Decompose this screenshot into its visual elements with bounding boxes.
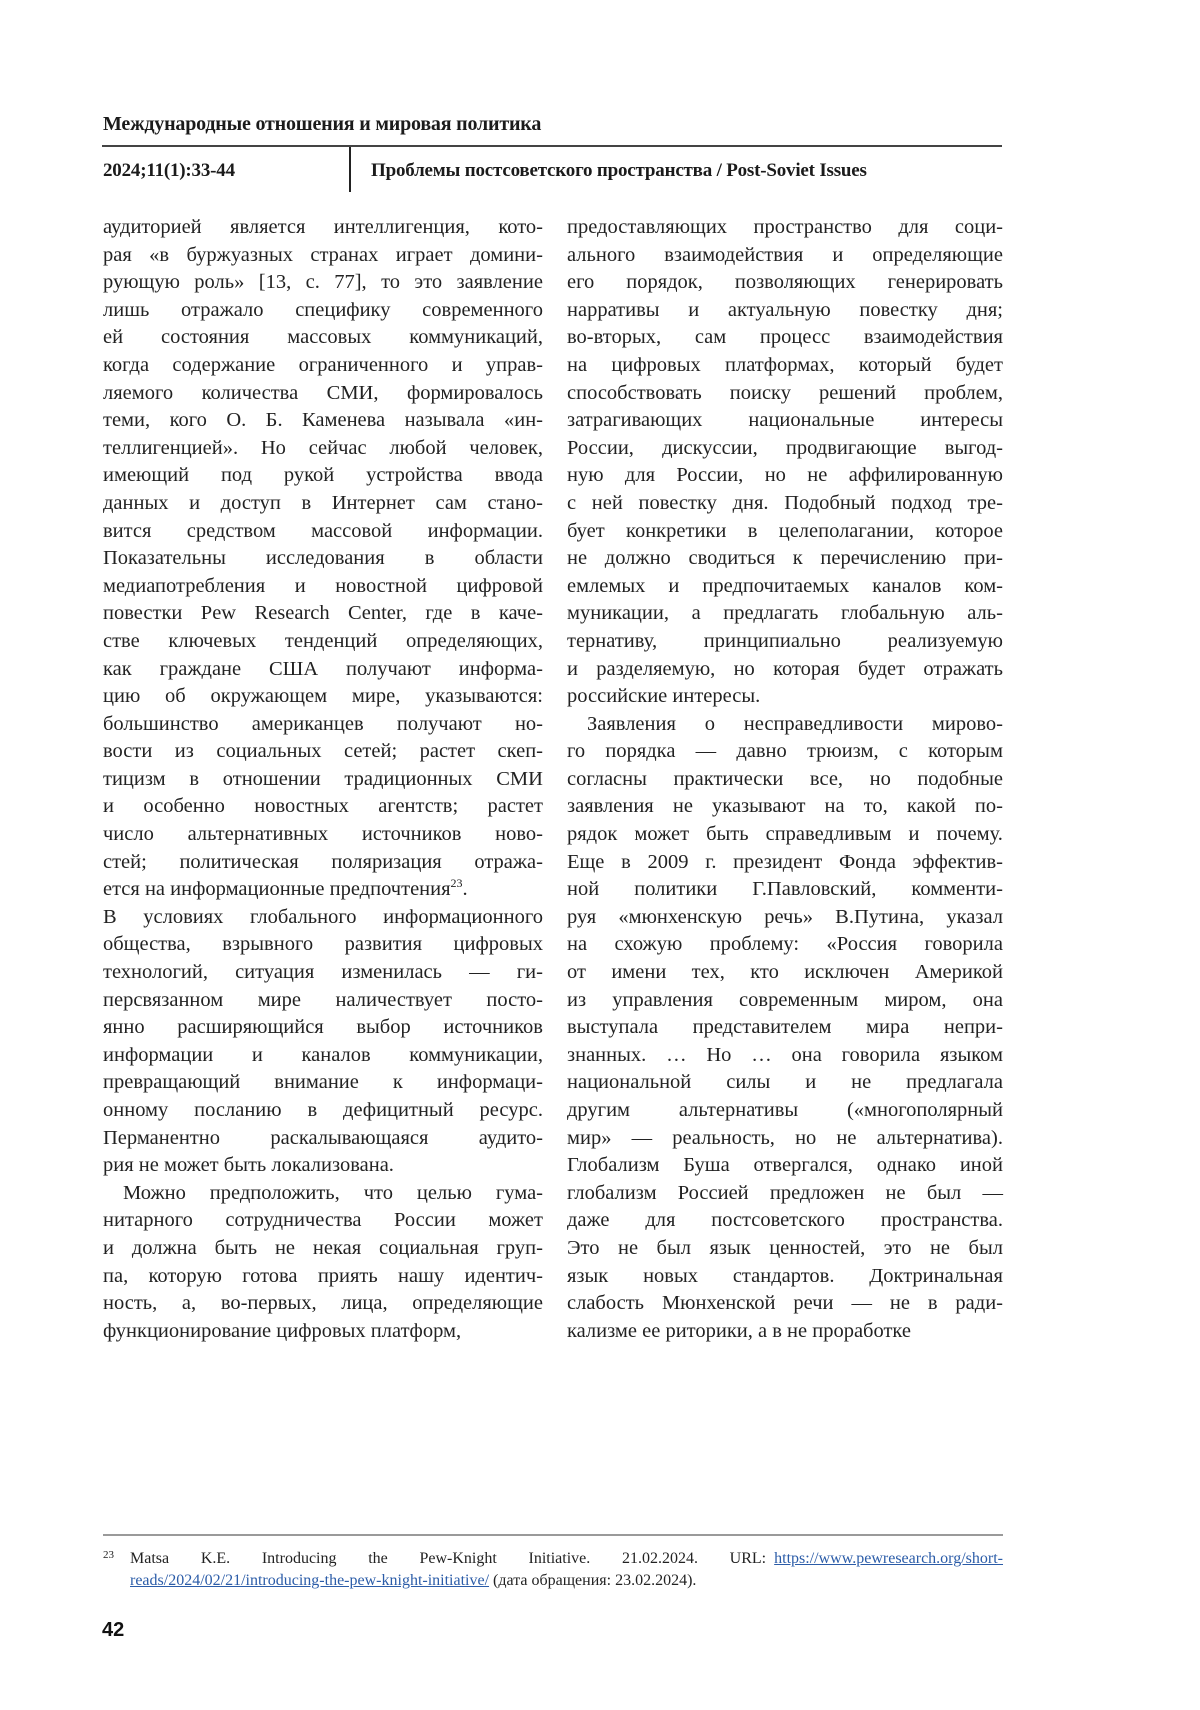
text-line <box>567 766 1003 794</box>
text-line <box>103 352 543 380</box>
text-line-content: слабость Мюнхенской речи — не в ради- <box>567 1292 1003 1315</box>
text-line <box>103 1069 543 1097</box>
text-line <box>103 407 543 435</box>
text-line-content: информации и каналов коммуникации, <box>103 1043 543 1066</box>
text-line <box>567 1014 1003 1042</box>
text-line <box>103 435 543 463</box>
text-line <box>567 849 1003 877</box>
text-line-content: аудиторией является интеллигенция, кото- <box>103 216 543 238</box>
text-line <box>103 600 543 628</box>
text-line-content: нитарного сотрудничества России может <box>103 1209 543 1232</box>
text-line-content: России, дискуссии, продвигающие выгод- <box>567 436 1003 459</box>
footnote-number: 23 <box>103 1549 114 1561</box>
text-line-content: число альтернативных источников ново- <box>103 823 543 846</box>
text-line <box>103 297 543 325</box>
text-line-content: янно расширяющийся выбор источников <box>103 1016 543 1039</box>
text-line <box>103 931 543 959</box>
text-line <box>567 876 1003 904</box>
text-line <box>103 1318 543 1346</box>
text-line <box>567 683 1003 711</box>
text-line <box>103 987 543 1015</box>
text-line <box>567 435 1003 463</box>
text-line <box>567 297 1003 325</box>
text-line <box>103 738 543 766</box>
text-line <box>567 242 1003 270</box>
footnote-body <box>130 1548 1003 1592</box>
text-line-content: другим альтернативы («многополярный <box>567 1099 1003 1121</box>
text-line-content: лишь отражало специфику современного <box>103 298 543 321</box>
text-line <box>103 1207 543 1235</box>
text-line <box>567 1152 1003 1180</box>
text-line-content: медиапотребления и новостной цифровой <box>103 574 543 597</box>
text-line <box>567 821 1003 849</box>
text-line <box>567 738 1003 766</box>
text-line-content: не должно сводиться к перечислению при- <box>567 547 1003 570</box>
text-line-content: повестки Pew Research Center, где в каче- <box>103 602 543 625</box>
text-line <box>103 214 543 242</box>
section-name: Проблемы постсоветского пространства / Post-Soviet Issues <box>371 160 867 181</box>
text-line <box>567 214 1003 242</box>
text-line-content: тицизм в отношении традиционных СМИ <box>103 767 543 790</box>
text-line <box>103 904 543 932</box>
text-line-content: ляемого количества СМИ, формировалось <box>103 381 543 404</box>
text-line-content: персвязанном мире наличествует посто- <box>103 988 543 1011</box>
text-line <box>103 242 543 270</box>
text-line-content: во-вторых, сам процесс взаимодействия <box>567 326 1003 349</box>
text-line-content: кализме ее риторики, а в не проработке <box>567 1319 911 1342</box>
text-line-content: российские интересы. <box>567 685 761 708</box>
text-line-content: и особенно новостных агентств; растет <box>103 795 543 818</box>
text-line <box>567 1318 1003 1346</box>
text-line <box>567 518 1003 546</box>
text-line-content: Глобализм Буша отвергался, однако иной <box>567 1154 1003 1177</box>
text-line-content: Показательны исследования в области <box>103 547 543 570</box>
text-line <box>567 1263 1003 1291</box>
text-line-content: рядок может быть справедливым и почему. <box>567 823 1003 846</box>
text-line-content: и разделяемую, но которая будет отражать <box>567 657 1003 680</box>
text-line-content: согласны практически все, но подобные <box>567 767 1003 790</box>
text-line <box>567 490 1003 518</box>
text-line-content: выступала представителем мира непри- <box>567 1016 1003 1039</box>
text-line-content: данных и доступ в Интернет сам стано- <box>103 491 543 514</box>
text-line <box>567 959 1003 987</box>
text-line-content: знанных. … Но … она говорила языком <box>567 1043 1003 1066</box>
text-line-content: большинство американцев получают но- <box>103 712 543 735</box>
text-line <box>103 821 543 849</box>
text-line <box>567 269 1003 297</box>
text-line <box>103 1263 543 1291</box>
text-line-content: и должна быть не некая социальная груп- <box>103 1236 543 1259</box>
text-line <box>103 1180 543 1208</box>
text-line <box>567 628 1003 656</box>
text-line <box>103 462 543 490</box>
text-line-content: от имени тех, кто исключен Америкой <box>567 961 1003 984</box>
footnote-line <box>130 1548 1003 1570</box>
text-line <box>103 628 543 656</box>
text-line <box>103 1152 543 1180</box>
text-line <box>103 380 543 408</box>
text-line-content: глобализм Россией предложен не был — <box>567 1181 1003 1204</box>
text-line-content: рия не может быть локализована. <box>103 1154 394 1177</box>
text-line <box>103 683 543 711</box>
text-line-content: даже для постсоветского пространства. <box>567 1209 1003 1232</box>
text-line-content: теми, кого О. Б. Каменева называла «ин- <box>103 409 543 432</box>
text-line <box>103 793 543 821</box>
text-line-content: ную для России, но не аффилированную <box>567 464 1003 487</box>
text-line-content: как граждане США получают информа- <box>103 657 543 680</box>
footnote-rule <box>103 1534 1003 1536</box>
text-line <box>103 269 543 297</box>
text-line-content: нарративы и актуальную повестку дня; <box>567 298 1003 321</box>
text-line <box>567 407 1003 435</box>
text-line <box>103 573 543 601</box>
text-line <box>567 600 1003 628</box>
footnote-line <box>130 1570 1003 1592</box>
right-column <box>567 214 1003 1345</box>
text-line <box>567 462 1003 490</box>
text-line-content: теллигенцией». Но сейчас любой человек, <box>103 436 543 459</box>
text-line <box>103 1235 543 1263</box>
text-line-content: В условиях глобального информационного <box>103 905 543 928</box>
page-number: 42 <box>102 1619 125 1641</box>
text-line-content: способствовать поиску решений проблем, <box>567 381 1003 404</box>
text-line-content: заявления не указывают на то, какой по- <box>567 795 1003 818</box>
text-line <box>103 876 543 904</box>
text-line-content: ность, а, во-первых, лица, определяющие <box>103 1292 543 1315</box>
text-line <box>567 656 1003 684</box>
text-line-content: язык новых стандартов. Доктринальная <box>567 1264 1003 1287</box>
issue-code: 2024;11(1):33-44 <box>103 160 235 181</box>
text-line-content: затрагивающих национальные интересы <box>567 409 1003 432</box>
left-column <box>103 214 543 1345</box>
text-line <box>103 1290 543 1318</box>
text-line-content: технологий, ситуация изменилась — ги- <box>103 961 543 984</box>
text-line <box>103 1042 543 1070</box>
text-line <box>567 324 1003 352</box>
text-line <box>567 380 1003 408</box>
text-line-content: муникации, а предлагать глобальную аль- <box>567 602 1003 625</box>
text-line <box>103 849 543 877</box>
footnote-url-link[interactable]: https://www.pewresearch.org/short- <box>774 1550 1003 1567</box>
text-line-content: когда содержание ограниченного и управ- <box>103 353 543 376</box>
text-line <box>567 987 1003 1015</box>
text-line <box>567 793 1003 821</box>
text-line <box>103 656 543 684</box>
text-line <box>567 931 1003 959</box>
text-line-content: общества, взрывного развития цифровых <box>103 933 543 956</box>
text-line <box>567 1290 1003 1318</box>
text-line <box>103 766 543 794</box>
text-line <box>567 1097 1003 1125</box>
text-line-content: из управления современным миром, она <box>567 988 1003 1011</box>
text-line <box>567 1125 1003 1153</box>
text-line <box>567 1042 1003 1070</box>
text-line <box>103 711 543 739</box>
text-line <box>103 1097 543 1125</box>
text-line <box>103 518 543 546</box>
text-line-content: руя «мюнхенскую речь» В.Путина, указал <box>567 905 1003 928</box>
text-line <box>567 573 1003 601</box>
text-line <box>567 545 1003 573</box>
text-line-content: ется на информационные предпочтения <box>103 878 451 901</box>
header-rule <box>102 145 1002 147</box>
text-line <box>567 904 1003 932</box>
text-line-content: превращающий внимание к информаци- <box>103 1071 543 1094</box>
text-line-content: имеющий под рукой устройства ввода <box>103 464 543 487</box>
footnote-access-date: (дата обращения: 23.02.2024). <box>489 1572 697 1589</box>
text-line-content: ной политики Г.Павловский, комменти- <box>567 878 1003 901</box>
text-line-content: па, которую готова приять нашу идентич- <box>103 1264 543 1287</box>
text-line-content: тернативу, принципиально реализуемую <box>567 629 1003 652</box>
punctuation: . <box>462 878 468 901</box>
text-line-content: вости из социальных сетей; растет скеп- <box>103 740 543 763</box>
text-line-content: с ней повестку дня. Подобный подход тре- <box>567 491 1003 514</box>
text-line <box>567 1207 1003 1235</box>
text-line <box>567 711 1003 739</box>
footnote-reference[interactable]: 23 <box>450 876 463 891</box>
text-line-content: предоставляющих пространство для соци- <box>567 216 1003 238</box>
text-line-content: бует конкретики в целеполагании, которое <box>567 519 1003 542</box>
text-line-content: вится средством массовой информации. <box>103 519 543 542</box>
text-line-content: его порядок, позволяющих генерировать <box>567 271 1003 294</box>
text-line <box>567 352 1003 380</box>
text-line-content: цию об окружающем мире, указываются: <box>103 685 543 708</box>
footnote <box>103 1548 1003 1592</box>
text-line-content: онному посланию в дефицитный ресурс. <box>103 1099 543 1121</box>
text-line-content: го порядка — давно трюизм, с которым <box>567 740 1003 763</box>
text-line-content: на цифровых платформах, который будет <box>567 353 1003 376</box>
text-line-content: Можно предположить, что целью гума- <box>123 1181 543 1204</box>
text-line-content: Перманентно раскалывающаяся аудито- <box>103 1126 543 1149</box>
text-line <box>103 490 543 518</box>
text-line-content: функционирование цифровых платформ, <box>103 1319 462 1342</box>
text-line-content: национальной силы и не предлагала <box>567 1071 1003 1094</box>
footnote-citation: Matsa K.E. Introducing the Pew-Knight Initiative. 21.02.2024. URL: <box>130 1550 767 1567</box>
text-line <box>103 545 543 573</box>
text-line-content: стве ключевых тенденций определяющих, <box>103 629 543 652</box>
text-line <box>103 324 543 352</box>
text-line-content: Это не был язык ценностей, это не был <box>567 1236 1003 1259</box>
text-line-content: ального взаимодействия и определяющие <box>567 243 1003 266</box>
text-line-content: ей состояния массовых коммуникаций, <box>103 326 543 349</box>
footnote-url-link-continued[interactable]: reads/2024/02/21/introducing-the-pew-knight-initiative/ <box>130 1572 490 1589</box>
text-line-content: рующую роль» [13, с. 77], то это заявление <box>103 271 543 294</box>
text-line-content: рая «в буржуазных странах играет домини- <box>103 243 543 266</box>
journal-title: Международные отношения и мировая политика <box>103 113 542 135</box>
text-line-content: мир» — реальность, но не альтернатива). <box>567 1126 1003 1149</box>
text-line <box>567 1069 1003 1097</box>
text-line <box>567 1180 1003 1208</box>
text-line-content: Еще в 2009 г. президент Фонда эффектив- <box>567 850 1003 873</box>
text-line <box>567 1235 1003 1263</box>
text-line <box>103 1014 543 1042</box>
text-line <box>103 959 543 987</box>
text-line-content: Заявления о несправедливости мирово- <box>587 712 1003 735</box>
header-divider <box>349 147 351 192</box>
text-line <box>103 1125 543 1153</box>
text-line-content: на схожую проблему: «Россия говорила <box>567 933 1003 956</box>
text-line-content: емлемых и предпочитаемых каналов ком- <box>567 574 1003 597</box>
text-line-content: стей; политическая поляризация отража- <box>103 850 543 873</box>
